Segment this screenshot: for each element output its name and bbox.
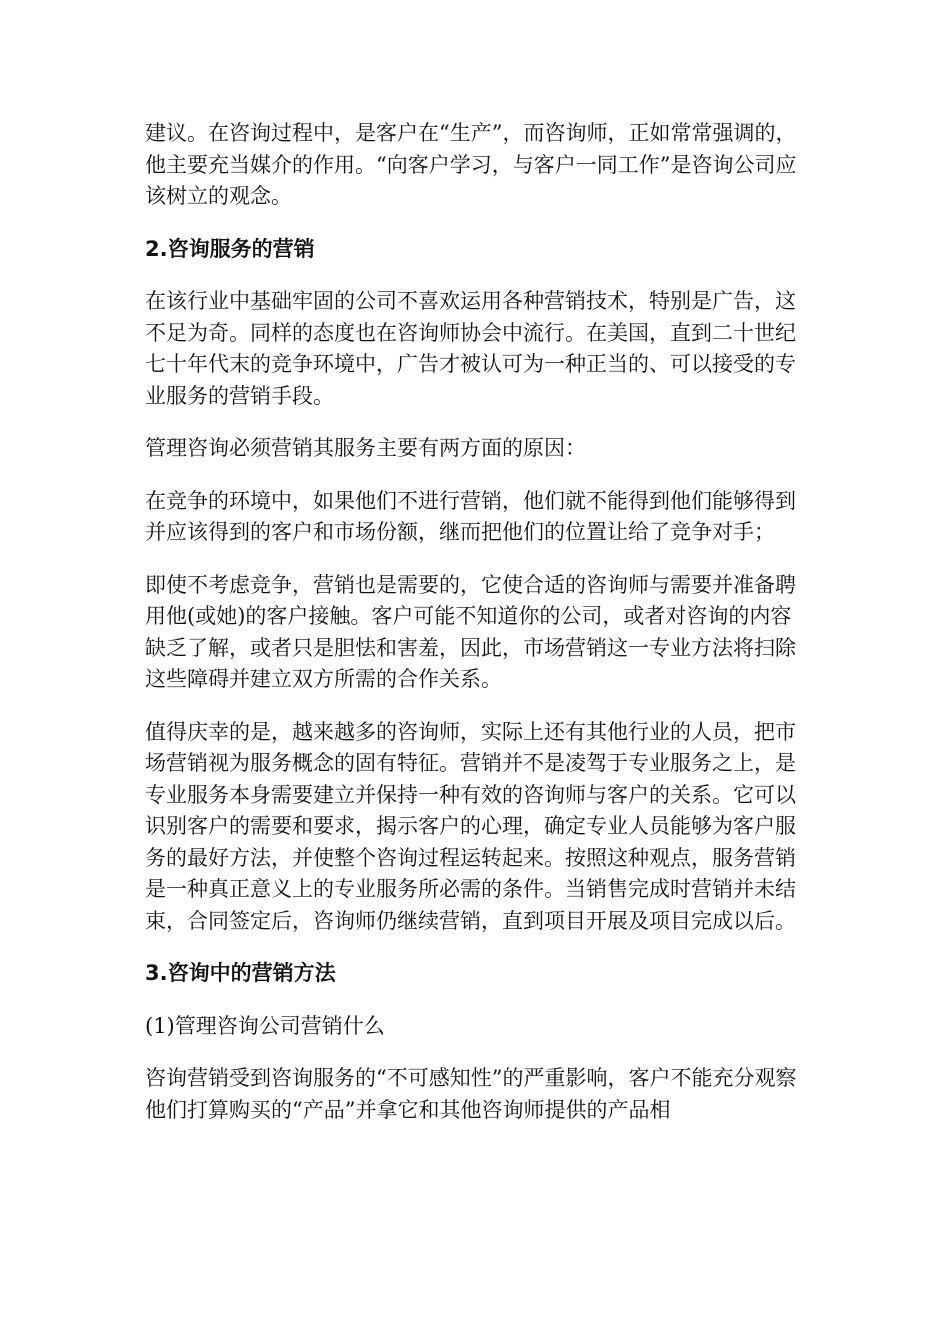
paragraph-marketing-concept: 值得庆幸的是，越来越多的咨询师，实际上还有其他行业的人员，把市场营销视为服务概念的固有特征。营销并不是凌驾于专业服务之上，是专业服务本身需要建立并保持一种有效的咨询师与客户的关系。它可以识别客户的需要和要求，揭示客户的心理，确定专业人员能够为客户服务的最好方法，并使整个咨询过程运转起来。按照这种观点，服务营销是一种真正意义上的专业服务所必需的条件。当销售完成时营销并未结束，合同签定后，咨询师仍继续营销，直到项目开展及项目完成以后。 [145,719,796,933]
paragraph-industry-attitude: 在该行业中基础牢固的公司不喜欢运用各种营销技术，特别是广告，这不足为奇。同样的态度也在咨询师协会中流行。在美国，直到二十世纪七十年代末的竞争环境中，广告才被认可为一种正当的、可以接受的专业服务的营销手段。 [145,289,796,408]
document-page [145,118,805,1147]
section-heading-3: 3.咨询中的营销方法 [145,961,336,985]
section-heading-2: 2.咨询服务的营销 [145,236,315,261]
paragraph-intro-continuation: 建议。在咨询过程中，是客户在“生产”，而咨询师，正如常常强调的，他主要充当媒介的作用。“向客户学习，与客户一同工作”是咨询公司应该树立的观念。 [145,121,797,208]
subsection-heading-1: (1)管理咨询公司营销什么 [145,1013,385,1038]
paragraph-reason-competition: 在竞争的环境中，如果他们不进行营销，他们就不能得到他们能够得到并应该得到的客户和市场份额，继而把他们的位置让给了竞争对手； [145,488,796,544]
paragraph-intangibility: 咨询营销受到咨询服务的“不可感知性”的严重影响，客户不能充分观察他们打算购买的“产品”并拿它和其他咨询师提供的产品相 [145,1066,797,1122]
paragraph-reasons-intro: 管理咨询必须营销其服务主要有两方面的原因： [145,436,586,460]
paragraph-reason-need: 即使不考虑竞争，营销也是需要的，它使合适的咨询师与需要并准备聘用他(或她)的客户接触。客户可能不知道你的公司，或者对咨询的内容缺乏了解，或者只是胆怯和害羞，因此，市场营销这一专业方法将扫除这些障碍并建立双方所需的合作关系。 [145,572,796,691]
